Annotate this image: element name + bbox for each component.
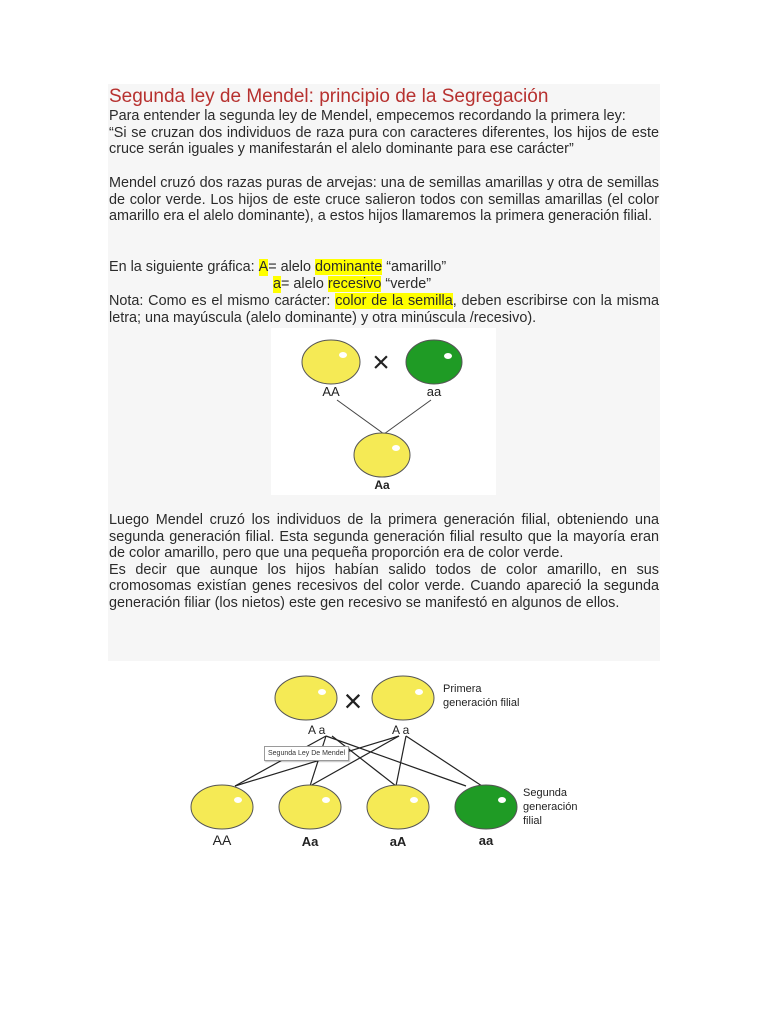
offspring-label: aA	[389, 834, 407, 849]
offspring-label: AA	[212, 832, 232, 848]
recessive-symbol: a	[273, 276, 282, 292]
paragraph-second-gen-text: Luego Mendel cruzó los individuos de la primera generación filial, obteniendo una segunda generación filial. Esta segunda generación filial resulto que la mayoría eran de color amarillo, pero que una pequeña proporción era de color verde.	[109, 512, 659, 562]
dominant-text: = alelo	[268, 259, 316, 275]
seed-highlight	[444, 353, 452, 359]
seed-highlight	[234, 797, 242, 803]
paragraph-explanation: Es decir que aunque los hijos habían salido todos de color amarillo, en sus cromosomas existían genes recesivos del color verde. Cuando apareció la segunda generación filiar (los nietos) este gen recesivo se manifestó en algunos de ellos.	[109, 561, 659, 611]
paragraph-cross-text: Mendel cruzó dos razas puras de arvejas: una de semillas amarillas y otra de semillas de color verde. Los hijos de este cruce salieron todos con semillas amarillas (el color amarillo era el alelo dominante), a estos hijos llamaremos la primera generación filial.	[109, 175, 659, 225]
recessive-color: “verde”	[381, 276, 432, 292]
note-highlight: color de la semilla	[335, 293, 453, 309]
paragraph-cross	[109, 175, 659, 225]
first-law-quote: “Si se cruzan dos individuos de raza pura con caracteres diferentes, los hijos de este cruce serán iguales y manifestarán el alelo dominante para ese carácter”	[109, 124, 659, 158]
connector-line	[384, 400, 431, 434]
note-text-end: , deben escribirse con la misma letra; una mayúscula (alelo dominante) y otra minúscula /recesivo).	[109, 293, 659, 326]
note-paragraph	[109, 293, 659, 326]
seed-highlight	[415, 689, 423, 695]
figure-first-cross	[271, 328, 496, 495]
dominant-symbol: A	[258, 259, 269, 275]
second-gen-label: Segunda	[523, 787, 568, 799]
offspring-seed-aA	[367, 785, 429, 829]
second-gen-label: filial	[523, 815, 542, 827]
first-gen-label: Primera	[443, 683, 482, 695]
seed-highlight	[410, 797, 418, 803]
second-cross-diagram	[186, 668, 596, 858]
note-text: Nota: Como es el mismo carácter:	[109, 293, 336, 309]
legend-dominant	[109, 259, 446, 276]
seed-highlight	[339, 352, 347, 358]
intro-line: Para entender la segunda ley de Mendel, empecemos recordando la primera ley:	[109, 108, 626, 124]
green-seed-parent	[406, 340, 462, 384]
yellow-seed-first-gen	[275, 676, 337, 720]
legend-recessive	[273, 276, 431, 293]
yellow-seed-child	[354, 433, 410, 477]
first-cross-diagram	[271, 328, 496, 495]
first-gen-label: generación filial	[443, 697, 520, 709]
label-aa: aa	[426, 384, 442, 399]
image-tooltip: Segunda Ley De Mendel	[264, 746, 349, 761]
offspring-label: aa	[478, 833, 494, 848]
connector-line	[235, 736, 399, 786]
yellow-seed-first-gen	[372, 676, 434, 720]
alleles-right: A a	[392, 723, 410, 737]
label-Aa: Aa	[374, 478, 390, 492]
yellow-seed-parent	[302, 340, 360, 384]
cross-symbol: ×	[372, 346, 390, 379]
figure-second-cross	[186, 668, 596, 858]
seed-highlight	[498, 797, 506, 803]
recessive-kind: recesivo	[327, 276, 382, 292]
seed-highlight	[392, 445, 400, 451]
seed-highlight	[318, 689, 326, 695]
recessive-text: = alelo	[281, 276, 328, 292]
second-gen-label: generación	[523, 801, 578, 813]
cross-symbol: ×	[343, 683, 363, 719]
legend-prefix: En la siguiente gráfica:	[109, 259, 259, 275]
alleles-left: A a	[308, 723, 326, 737]
label-AA: AA	[322, 384, 340, 399]
connector-line	[337, 400, 384, 434]
page-title: Segunda ley de Mendel: principio de la Segregación	[109, 86, 549, 107]
paragraph-second-gen	[109, 512, 659, 612]
offspring-seed-AA	[191, 785, 253, 829]
dominant-color: “amarillo”	[382, 259, 447, 275]
seed-highlight	[322, 797, 330, 803]
offspring-label: Aa	[301, 834, 319, 849]
dominant-kind: dominante	[315, 259, 383, 275]
offspring-seed-Aa	[279, 785, 341, 829]
offspring-seed-aa	[455, 785, 517, 829]
intro-paragraph	[109, 108, 659, 158]
